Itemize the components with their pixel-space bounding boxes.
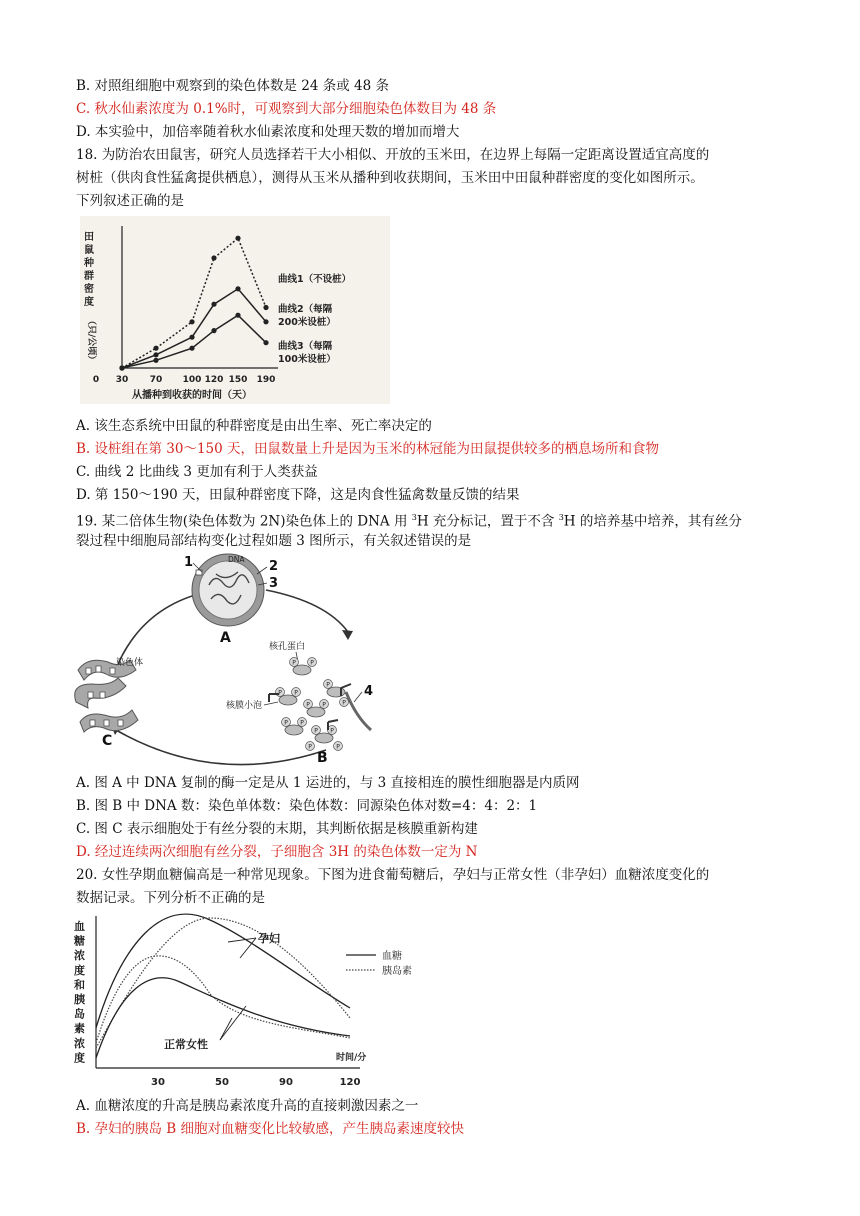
phosphate-label: P [294,689,298,697]
phosphate-label: P [278,689,282,697]
curve-3-label-b: 100米设桩） [278,354,336,365]
pregnant-glucose-curve [96,914,350,1028]
label-pore-protein: 核孔蛋白 [269,642,306,652]
fig18-chart [80,216,390,404]
curve-2-point [153,352,158,357]
fig18-ylabel-char: 鼠 [84,245,94,256]
phosphate-label: P [308,743,312,751]
fig20-ylabel [74,919,86,1064]
phosphate-label: P [292,659,296,667]
phosphate-label: P [314,727,318,735]
curve-2-label-b: 200米设桩） [278,317,336,328]
label-a: A [220,630,231,646]
legend-glucose: 血糖 [382,951,402,962]
fig18-xlabel: 从播种到收获的时间（天） [132,390,252,401]
label-1: 1 [184,555,194,570]
q19-option-c: C. 图 C 表示细胞处于有丝分裂的末期，其判断依据是核膜重新构建 [76,821,478,837]
q19-option-a: A. 图 A 中 DNA 复制的酶一定是从 1 运进的，与 3 直接相连的膜性细胞器是内质网 [76,775,580,791]
label-b: B [317,750,328,766]
phosphate-label: P [342,699,346,707]
q18-option-c: C. 曲线 2 比曲线 3 更加有利于人类获益 [76,464,318,480]
line-d-q17: D. 本实验中，加倍率随着秋水仙素浓度和处理天数的增加而增大 [76,124,460,140]
q20-stem-2: 数据记录。下列分析不正确的是 [76,890,265,906]
fig20-ylabel-char: 血 [74,920,85,933]
curve-1-point [153,346,158,351]
curve-1-point [263,305,268,310]
curve-2-point [211,302,216,307]
line-b-q17: B. 对照组细胞中观察到的染色体数是 24 条或 48 条 [76,78,390,94]
phosphate-label: P [322,701,326,709]
label-3: 3 [269,576,279,591]
curve-3-point [189,346,194,351]
curve-3-point [263,340,268,345]
label-pregnant: 孕妇 [258,932,280,945]
fig18-ylabel-char: 密 [84,284,94,295]
fig19-diagram [66,552,386,767]
fig20-ylabel-char: 度 [74,963,85,977]
q19-stem-1: 19. 某二倍体生物(染色体数为 2N)染色体上的 DNA 用 $^3$H 充分标记，置于不含 $^3$H 的培养基中培养，其有丝分 [76,513,742,530]
phosphate-label: P [284,719,288,727]
curve-2-point [263,319,268,324]
curve-3-point [235,313,240,318]
phosphate-label: P [336,743,340,751]
fig20-ylabel-char: 浓 [74,1036,85,1050]
fig18-ylabel-char: 种 [84,258,94,269]
q19-option-b: B. 图 B 中 DNA 数：染色单体数：染色体数：同源染色体对数=4：4：2：1 [76,798,538,814]
q18-option-a: A. 该生态系统中田鼠的种群密度是由出生率、死亡率决定的 [76,418,432,434]
q19-stem-2: 裂过程中细胞局部结构变化过程如题 3 图所示，有关叙述错误的是 [76,533,472,549]
label-vesicle: 核膜小泡 [226,701,263,711]
q18-stem-1: 18. 为防治农田鼠害，研究人员选择若干大小相似、开放的玉米田，在边界上每隔一定距离设置适宜高度的 [76,147,710,163]
curve-3-point [211,328,216,333]
phosphate-label: P [300,719,304,727]
fig20-ylabel-char: 和 [74,978,85,992]
fig20-xunit: 时间/分 [336,1053,367,1063]
fig20-xtick: 50 [215,1077,229,1088]
normal-glucose-curve [96,978,350,1058]
q20-option-a: A. 血糖浓度的升高是胰岛素浓度升高的直接刺激因素之一 [76,1098,419,1114]
label-4: 4 [364,684,374,699]
fig20-ylabel-char: 度 [74,1051,85,1065]
curve-1-point [211,255,216,260]
phosphate-label: P [306,701,310,709]
fig20-ylabel-char: 岛 [74,1007,85,1021]
fig18-yunit: （只/公顷） [86,316,96,365]
phosphate-label: P [330,727,334,735]
label-chromosome: 染色体 [116,658,144,668]
fig18-ylabel-char: 度 [84,297,94,308]
q18-stem-2: 树桩（供肉食性猛禽提供栖息），测得从玉米从播种到收获期间，玉米田中田鼠种群密度的变化如图所示。 [76,170,704,186]
curve-3-point [153,358,158,363]
fig20-xtick: 90 [279,1077,293,1088]
fig18-ylabel-char: 田 [84,232,94,243]
fig18-xtick: 0 [92,375,100,385]
curve-3-label-a: 曲线3（每隔 [278,341,333,352]
curve-1-point [189,319,194,324]
fig18-xtick: 70 [149,375,163,385]
q20-option-b: B. 孕妇的胰岛 B 细胞对血糖变化比较敏感，产生胰岛素速度较快 [76,1121,465,1137]
fig20-ylabel-char: 胰 [74,993,85,1006]
fig20-ylabel-char: 浓 [74,949,85,963]
q18-stem-3: 下列叙述正确的是 [76,193,184,209]
q18-option-d: D. 第 150～190 天，田鼠种群密度下降，这是肉食性猛禽数量反馈的结果 [76,487,520,503]
curve-1-point [235,236,240,241]
fig20-chart [70,908,450,1094]
curve-2-point [235,286,240,291]
phosphate-label: P [310,659,314,667]
curve-3-point [119,365,124,370]
fig20-ylabel-char: 素 [74,1022,85,1036]
fig20-xtick: 120 [339,1077,361,1088]
q18-option-b: B. 设桩组在第 30～150 天，田鼠数量上升是因为玉米的林冠能为田鼠提供较多的栖息场所和食物 [76,441,660,457]
label-c: C [102,733,113,749]
fig18-ylabel-char: 群 [84,271,94,282]
fig18-xtick: 150 [228,375,248,385]
label-normal: 正常女性 [164,1038,208,1051]
legend-insulin: 胰岛素 [382,966,412,977]
curve-2-label-a: 曲线2（每隔 [278,304,333,315]
fig20-xtick: 30 [151,1077,165,1088]
fig18-xtick: 30 [115,375,129,385]
line-c-q17: C. 秋水仙素浓度为 0.1%时，可观察到大部分细胞染色体数目为 48 条 [76,101,497,117]
curve-1-label: 曲线1（不设桩） [278,274,352,285]
curve-2-point [189,335,194,340]
fig18-xtick: 100 [182,375,202,385]
fig20-ylabel-char: 糖 [74,934,85,948]
q19-option-d: D. 经过连续两次细胞有丝分裂，子细胞含 3H 的染色体数一定为 N [76,844,478,860]
label-2: 2 [269,559,279,574]
phosphate-label: P [326,681,330,689]
nucleus-a [192,554,264,626]
fig18-xtick: 120 [204,375,224,385]
q20-stem-1: 20. 女性孕期血糖偏高是一种常见现象。下图为进食葡萄糖后，孕妇与正常女性（非孕妇）血糖浓度变化的 [76,867,710,883]
label-dna: DNA [228,555,245,564]
fig18-xtick: 190 [256,375,276,385]
